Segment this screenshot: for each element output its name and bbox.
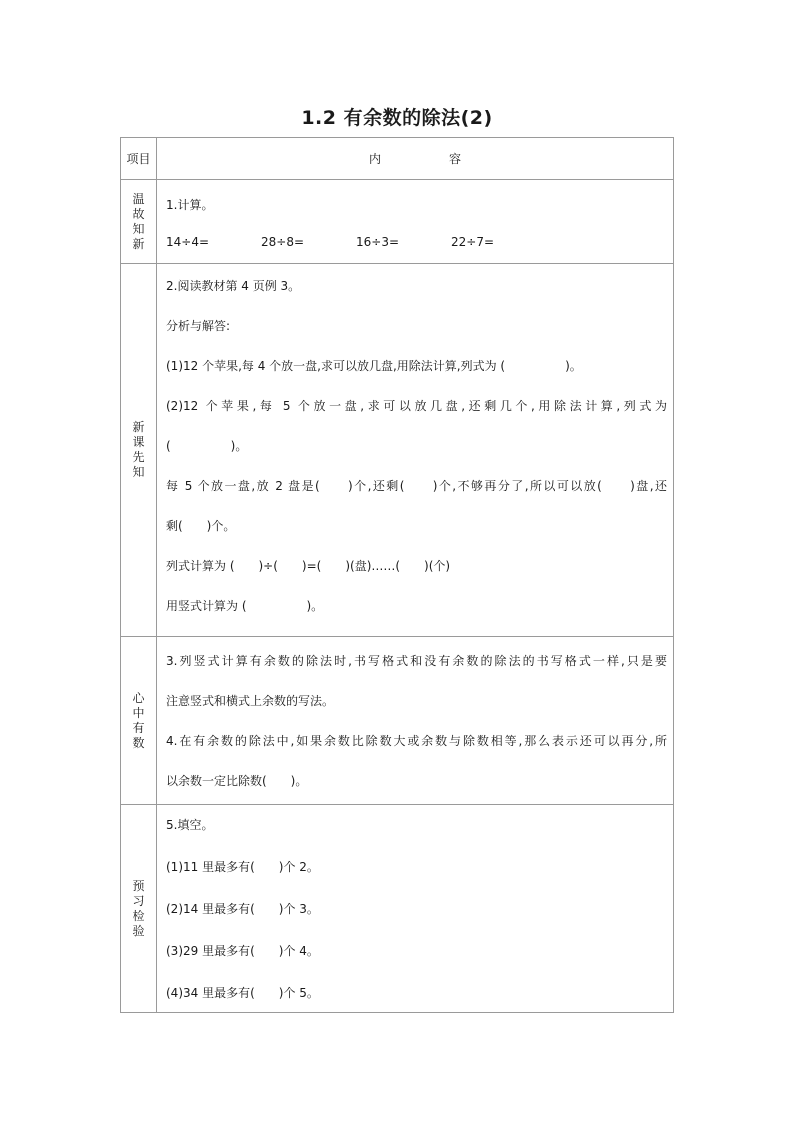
mind-line-1: 3.列竖式计算有余数的除法时,书写格式和没有余数的除法的书写格式一样,只是要 [166,654,667,668]
section-mind-content [157,637,674,805]
preview-line-9: 用竖式计算为 ( )。 [166,599,324,613]
section-preview-label: 新课先知 [132,420,145,479]
section-mind-row [121,637,674,805]
mind-line-2: 注意竖式和横式上余数的写法。 [166,694,335,708]
page-title: 1.2 有余数的除法(2) [301,107,493,129]
check-item-2: (2)14 里最多有( )个 3。 [166,902,319,916]
exercise-4: 22÷7= [451,235,495,249]
mind-line-3: 4.在有余数的除法中,如果余数比除数大或余数与除数相等,那么表示还可以再分,所 [166,734,667,748]
study-table [120,137,674,1013]
preview-line-3: (1)12 个苹果,每 4 个放一盘,求可以放几盘,用除法计算,列式为 ( )。 [166,359,582,373]
header-content-label: 内 容 [157,138,674,180]
preview-line-5: ( )。 [166,439,248,453]
preview-line-6: 每 5 个放一盘,放 2 盘是( )个,还剩( )个,不够再分了,所以可以放( )盘,还 [166,479,667,493]
preview-line-8: 列式计算为 ( )÷( )=( )(盘)……( )(个) [166,559,451,573]
section-check-content [157,805,674,1013]
review-heading: 1.计算。 [166,198,214,212]
preview-line-7: 剩( )个。 [166,519,236,533]
mind-line-4: 以余数一定比除数( )。 [166,774,308,788]
preview-line-4: (2)12 个苹果,每 5 个放一盘,求可以放几盘,还剩几个,用除法计算,列式为 [166,399,667,413]
header-item-label: 项目 [121,138,157,180]
exercise-2: 28÷8= [261,235,305,249]
preview-line-1: 2.阅读教材第 4 页例 3。 [166,279,301,293]
check-item-4: (4)34 里最多有( )个 5。 [166,986,319,1000]
section-review-row [121,180,674,264]
section-check-row [121,805,674,1013]
check-item-3: (3)29 里最多有( )个 4。 [166,944,319,958]
section-review-content [157,180,674,264]
section-mind-label: 心中有数 [132,690,145,750]
section-review-label: 温故知新 [132,191,145,251]
check-heading: 5.填空。 [166,818,214,832]
check-item-1: (1)11 里最多有( )个 2。 [166,860,319,874]
exercise-1: 14÷4= [166,235,210,249]
review-exercises [166,235,667,249]
section-preview-content [157,264,674,637]
section-preview-row [121,264,674,637]
exercise-3: 16÷3= [356,235,400,249]
section-check-label: 预习检验 [132,878,145,938]
table-header-row [121,138,674,180]
preview-line-2: 分析与解答: [166,319,231,333]
